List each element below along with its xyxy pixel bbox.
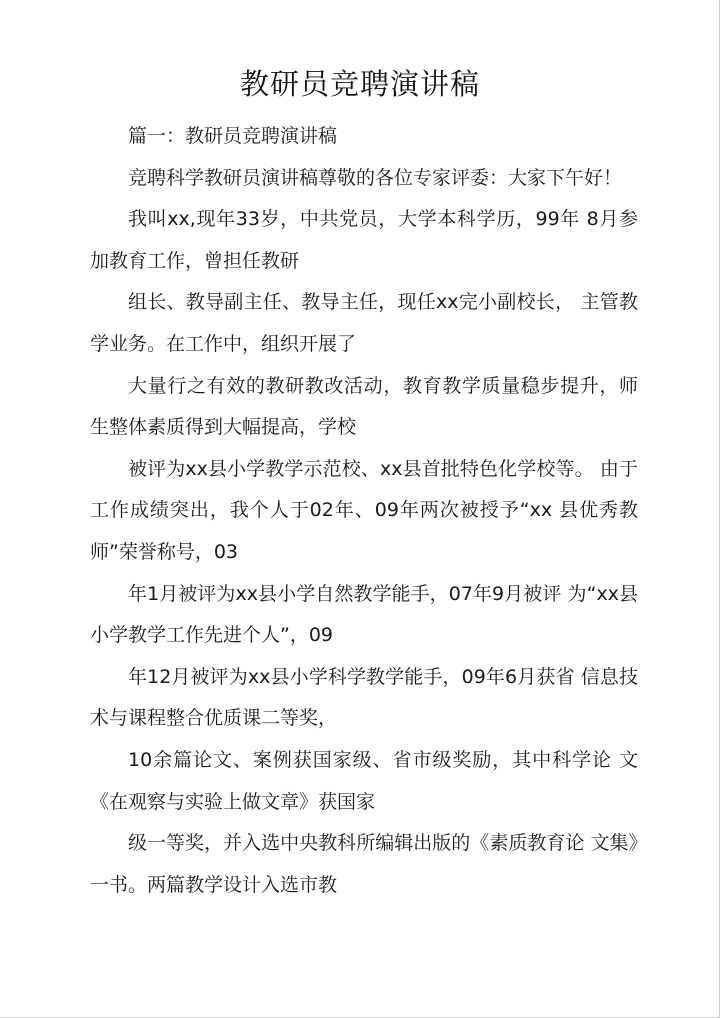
paragraph: 被评为xx县小学教学示范校、xx县首批特色化学校等。 由于工作成绩突出，我个人于02年、09年两次被授予“xx 县优秀教师”荣誉称号，03 (90, 457, 638, 563)
paragraph: 年12月被评为xx县小学科学教学能手，09年6月获省 信息技术与课程整合优质课二等奖， (90, 665, 638, 730)
paragraph: 级一等奖，并入选中央教科所编辑出版的《素质教育论 文集》一书。两篇教学设计入选市教 (90, 832, 638, 896)
document-body (90, 116, 638, 906)
paragraph: 竞聘科学教研员演讲稿尊敬的各位专家评委：大家下午好！ (128, 166, 623, 189)
page-title: 教研员竞聘演讲稿 (239, 67, 480, 101)
paragraph: 我叫xx,现年33岁，中共党员，大学本科学历，99年 8月参加教育工作，曾担任教研 (90, 208, 638, 272)
paragraph: 篇一：教研员竞聘演讲稿 (128, 125, 338, 147)
paragraph: 10余篇论文、案例获国家级、省市级奖励，其中科学论 文《在观察与实验上做文章》获国家 (90, 748, 638, 813)
paragraph: 组长、教导副主任、教导主任，现任xx完小副校长， 主管教学业务。在工作中，组织开展了 (90, 291, 638, 355)
paragraph: 年1月被评为xx县小学自然教学能手，07年9月被评 为“xx县小学教学工作先进个人”，09 (90, 582, 638, 647)
paragraph: 大量行之有效的教研教改活动，教育教学质量稳步提升，师生整体素质得到大幅提高，学校 (90, 374, 638, 439)
